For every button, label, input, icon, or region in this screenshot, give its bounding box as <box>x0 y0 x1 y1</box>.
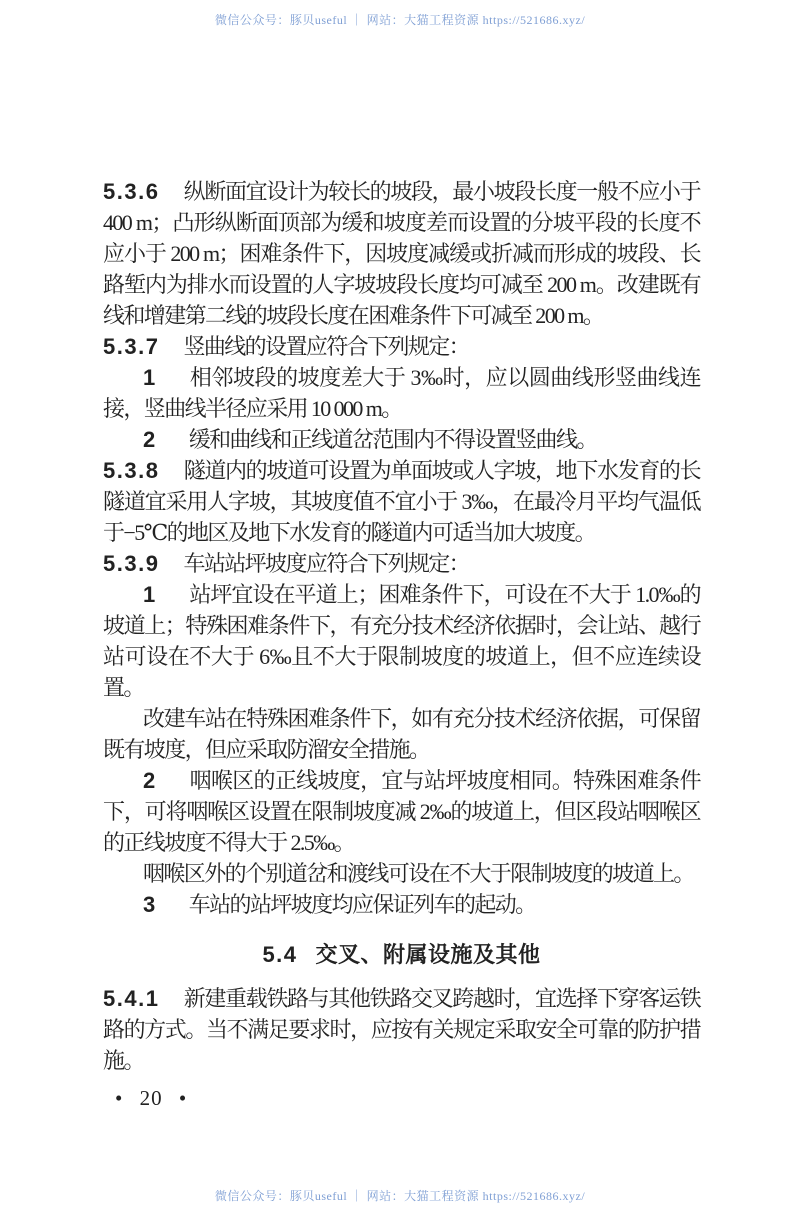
item-text: 车站的站坪坡度均应保证列车的起动。 <box>188 892 536 917</box>
item-number: 2 <box>143 427 157 452</box>
list-item-3 <box>103 889 700 920</box>
item-text: 缓和曲线和正线道岔范围内不得设置竖曲线。 <box>188 427 597 452</box>
list-item-2 <box>103 765 700 858</box>
sub-paragraph <box>103 858 700 889</box>
paragraph-text: 改建车站在特殊困难条件下，如有充分技术经济依据，可保留既有坡度，但应采取防溜安全措施。 <box>103 706 700 762</box>
clause-number: 5.3.7 <box>103 334 160 359</box>
item-number: 2 <box>143 768 157 793</box>
item-text: 咽喉区的正线坡度，宜与站坪坡度相同。特殊困难条件下，可将咽喉区设置在限制坡度减 2‰的坡道上，但区段站咽喉区的正线坡度不得大于 2.5‰。 <box>103 768 700 855</box>
item-text: 相邻坡段的坡度差大于 3‰时，应以圆曲线形竖曲线连接，竖曲线半径应采用 10 000 m。 <box>103 365 700 421</box>
section-number: 5.4 <box>262 942 298 967</box>
document-body <box>103 176 700 1114</box>
header-watermark: 微信公众号：豚贝useful ｜ 网站：大猫工程资源 https://521686.xyz/ <box>214 13 586 27</box>
footer-watermark: 微信公众号：豚贝useful ｜ 网站：大猫工程资源 https://521686.xyz/ <box>214 1189 586 1203</box>
clause-5-3-6 <box>103 176 700 331</box>
list-item-1 <box>103 362 700 424</box>
clause-text: 竖曲线的设置应符合下列规定： <box>183 334 470 359</box>
section-title: 交叉、附属设施及其他 <box>315 942 541 967</box>
clause-text: 纵断面宜设计为较长的坡段，最小坡段长度一般不应小于 400 m；凸形纵断面顶部为缓和坡度差而设置的分坡平段的长度不应小于 200 m；困难条件下，因坡度减缓或折减而形成的坡段、长路堑内为排水而设置的人字坡坡段长度均可减至 200 m。改建既有线和增建第二线的坡段长度在困难条件下可减至 200 m。 <box>103 179 700 328</box>
clause-5-3-9 <box>103 548 700 579</box>
list-item-1 <box>103 579 700 703</box>
item-number: 1 <box>143 582 157 607</box>
clause-number: 5.3.8 <box>103 458 160 483</box>
page-number: • 20 • <box>115 1086 188 1110</box>
clause-text: 隧道内的坡道可设置为单面坡或人字坡，地下水发育的长隧道宜采用人字坡，其坡度值不宜小于 3‰，在最冷月平均气温低于−5℃的地区及地下水发育的隧道内可适当加大坡度。 <box>103 458 700 545</box>
item-text: 站坪宜设在平道上；困难条件下，可设在不大于 1.0‰的坡道上；特殊困难条件下，有充分技术经济依据时，会让站、越行站可设在不大于 6‰且不大于限制坡度的坡道上，但不应连续设置。 <box>103 582 700 700</box>
paragraph-text: 咽喉区外的个别道岔和渡线可设在不大于限制坡度的坡道上。 <box>143 861 694 886</box>
clause-number: 5.3.6 <box>103 179 160 204</box>
item-number: 3 <box>143 892 157 917</box>
section-heading-5-4 <box>103 941 700 969</box>
clause-number: 5.4.1 <box>103 986 160 1011</box>
clause-5-3-8 <box>103 455 700 548</box>
sub-paragraph <box>103 703 700 765</box>
list-item-2 <box>103 424 700 455</box>
clause-number: 5.3.9 <box>103 551 160 576</box>
clause-5-4-1 <box>103 983 700 1076</box>
clause-text: 车站站坪坡度应符合下列规定： <box>183 551 470 576</box>
clause-text: 新建重载铁路与其他铁路交叉跨越时，宜选择下穿客运铁路的方式。当不满足要求时，应按有关规定采取安全可靠的防护措施。 <box>103 986 700 1073</box>
clause-5-3-7 <box>103 331 700 362</box>
item-number: 1 <box>143 365 157 390</box>
